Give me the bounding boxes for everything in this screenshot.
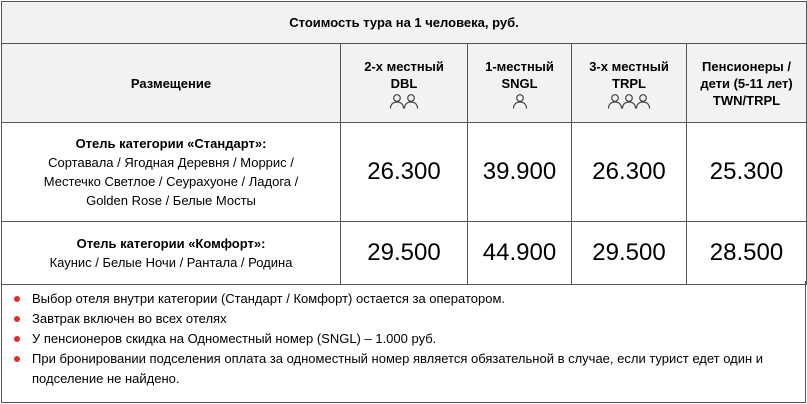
note-text: При бронировании подселения оплата за одноместный номер является обязательной в случае, если турист едет один и подселение не найдено. xyxy=(32,351,764,386)
header-dbl-line2: DBL xyxy=(390,75,418,91)
notes-box xyxy=(1,281,806,403)
note-text: Выбор отеля внутри категории (Стандарт / Комфорт) остается за оператором. xyxy=(32,291,506,306)
note-item xyxy=(10,329,805,349)
header-sngl-line2: SNGL xyxy=(501,75,538,91)
price-dbl: 26.300 xyxy=(341,123,468,222)
table-row xyxy=(2,123,807,222)
header-trpl-line2: TRPL xyxy=(612,75,646,91)
hotel-category-name: Отель категории «Стандарт»: xyxy=(75,136,267,151)
bullet-dot-icon xyxy=(14,356,20,362)
bullet-dot-icon xyxy=(14,336,20,342)
header-pens-line2: дети (5-11 лет) xyxy=(700,75,793,91)
two-persons-icon xyxy=(341,93,467,109)
price-trpl: 29.500 xyxy=(572,222,687,285)
bullet-dot-icon xyxy=(14,296,20,302)
table-title-row xyxy=(2,2,807,44)
hotel-category-comfort xyxy=(2,222,341,285)
price-table xyxy=(1,1,807,285)
hotel-list-line: Сортавала / Ягодная Деревня / Моррис / xyxy=(48,155,294,170)
note-item xyxy=(10,309,805,329)
note-text: Завтрак включен во всех отелях xyxy=(32,311,227,326)
hotel-list-line: Golden Rose / Белые Мосты xyxy=(86,193,256,208)
hotel-list-line: Местечко Светлое / Сеурахуоне / Ладога / xyxy=(43,174,299,189)
price-pensioners: 25.300 xyxy=(687,123,807,222)
header-pens-line3: TWN/TRPL xyxy=(712,92,781,108)
bullet-dot-icon xyxy=(14,316,20,322)
hotel-list xyxy=(2,153,340,210)
header-trpl xyxy=(572,44,687,123)
header-dbl-line1: 2-х местный xyxy=(364,58,444,74)
price-pensioners: 28.500 xyxy=(687,222,807,285)
price-sngl: 44.900 xyxy=(468,222,572,285)
hotel-category-standard xyxy=(2,123,341,222)
table-header-row xyxy=(2,44,807,123)
price-sngl: 39.900 xyxy=(468,123,572,222)
three-persons-icon xyxy=(572,93,686,109)
hotel-category-name: Отель категории «Комфорт»: xyxy=(76,236,266,251)
notes-list xyxy=(10,289,805,389)
header-dbl xyxy=(341,44,468,123)
note-item xyxy=(10,289,805,309)
price-trpl: 26.300 xyxy=(572,123,687,222)
note-text: У пенсионеров скидка на Одноместный номер (SNGL) – 1.000 руб. xyxy=(32,331,437,346)
hotel-list-line: Каунис / Белые Ночи / Рантала / Родина xyxy=(49,255,293,270)
table-title: Стоимость тура на 1 человека, руб. xyxy=(2,2,807,44)
header-sngl xyxy=(468,44,572,123)
header-placement: Размещение xyxy=(2,44,341,123)
header-pens-line1: Пенсионеры / xyxy=(702,58,791,74)
header-sngl-line1: 1-местный xyxy=(485,58,554,74)
hotel-list xyxy=(2,253,340,272)
price-dbl: 29.500 xyxy=(341,222,468,285)
one-person-icon xyxy=(468,93,571,109)
header-trpl-line1: 3-х местный xyxy=(589,58,669,74)
header-pensioners xyxy=(687,44,807,123)
note-item xyxy=(10,349,805,389)
table-row xyxy=(2,222,807,285)
